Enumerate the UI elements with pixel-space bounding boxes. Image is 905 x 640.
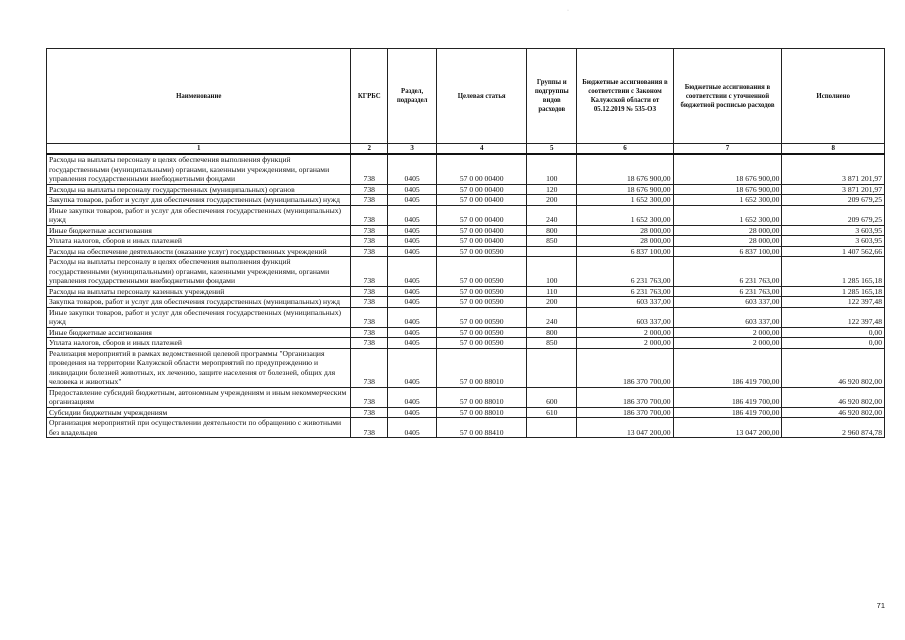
row-list-amount-cell: 28 000,00 — [673, 225, 782, 236]
row-section-cell: 0405 — [388, 154, 437, 184]
table-row — [47, 327, 885, 338]
row-name-cell: Расходы на выплаты персоналу в целях обеспечения выполнения функций государственными (муниципальными) органами, казенными учреждениями, органами управления государственными внебюджетными фондами — [47, 257, 351, 287]
row-kgrbs-cell: 738 — [351, 387, 388, 407]
row-group-cell: 240 — [527, 307, 577, 327]
row-list-amount-cell: 186 419 700,00 — [673, 387, 782, 407]
row-list-amount-cell: 603 337,00 — [673, 307, 782, 327]
col-number: 4 — [437, 144, 527, 155]
table-row — [47, 348, 885, 387]
row-name-cell: Расходы на обеспечение деятельности (оказание услуг) государственных учреждений — [47, 246, 351, 257]
row-target-cell: 57 0 00 00590 — [437, 297, 527, 308]
row-name-cell: Закупка товаров, работ и услуг для обеспечения государственных (муниципальных) нужд — [47, 195, 351, 206]
row-done-amount-cell: 46 920 802,00 — [782, 348, 885, 387]
table-row — [47, 236, 885, 247]
row-list-amount-cell: 13 047 200,00 — [673, 418, 782, 438]
row-section-cell: 0405 — [388, 205, 437, 225]
row-name-cell: Реализация мероприятий в рамках ведомственной целевой программы "Организация проведения на территории Калужской области мероприятий по предупреждению и ликвидации болезней животных, их лечению, защите населения от болезней, общих для человека и животных" — [47, 348, 351, 387]
row-name-cell: Уплата налогов, сборов и иных платежей — [47, 338, 351, 349]
row-name-cell: Расходы на выплаты персоналу в целях обеспечения выполнения функций государственными (муниципальными) органами, казенными учреждениями, органами управления государственными внебюджетными фондами — [47, 154, 351, 184]
row-group-cell: 610 — [527, 407, 577, 418]
row-law-amount-cell: 18 676 900,00 — [577, 184, 673, 195]
table-row — [47, 225, 885, 236]
row-section-cell: 0405 — [388, 195, 437, 206]
row-group-cell — [527, 418, 577, 438]
row-law-amount-cell: 1 652 300,00 — [577, 195, 673, 206]
row-kgrbs-cell: 738 — [351, 257, 388, 287]
scan-mark: · — [567, 8, 569, 14]
row-list-amount-cell: 603 337,00 — [673, 297, 782, 308]
table-row — [47, 407, 885, 418]
row-kgrbs-cell: 738 — [351, 407, 388, 418]
row-kgrbs-cell: 738 — [351, 236, 388, 247]
row-done-amount-cell: 46 920 802,00 — [782, 407, 885, 418]
row-group-cell: 850 — [527, 236, 577, 247]
row-kgrbs-cell: 738 — [351, 195, 388, 206]
row-kgrbs-cell: 738 — [351, 348, 388, 387]
row-done-amount-cell: 46 920 802,00 — [782, 387, 885, 407]
row-section-cell: 0405 — [388, 418, 437, 438]
row-list-amount-cell: 2 000,00 — [673, 327, 782, 338]
header-section: Раздел, подраздел — [388, 49, 437, 144]
row-done-amount-cell: 1 285 165,18 — [782, 257, 885, 287]
row-law-amount-cell: 18 676 900,00 — [577, 154, 673, 184]
row-law-amount-cell: 2 000,00 — [577, 338, 673, 349]
row-group-cell — [527, 246, 577, 257]
row-kgrbs-cell: 738 — [351, 225, 388, 236]
table-body — [47, 154, 885, 438]
col-number: 5 — [527, 144, 577, 155]
row-law-amount-cell: 186 370 700,00 — [577, 348, 673, 387]
row-done-amount-cell: 209 679,25 — [782, 195, 885, 206]
row-group-cell: 200 — [527, 195, 577, 206]
row-name-cell: Организация мероприятий при осуществлении деятельности по обращению с животными без владельцев — [47, 418, 351, 438]
col-number: 2 — [351, 144, 388, 155]
row-name-cell: Уплата налогов, сборов и иных платежей — [47, 236, 351, 247]
row-kgrbs-cell: 738 — [351, 327, 388, 338]
row-law-amount-cell: 13 047 200,00 — [577, 418, 673, 438]
row-done-amount-cell: 3 871 201,97 — [782, 154, 885, 184]
row-section-cell: 0405 — [388, 236, 437, 247]
row-done-amount-cell: 1 285 165,18 — [782, 286, 885, 297]
row-target-cell: 57 0 00 00400 — [437, 195, 527, 206]
row-kgrbs-cell: 738 — [351, 154, 388, 184]
page-number: 71 — [876, 601, 885, 610]
row-name-cell: Расходы на выплаты персоналу казенных учреждений — [47, 286, 351, 297]
row-name-cell: Закупка товаров, работ и услуг для обеспечения государственных (муниципальных) нужд — [47, 297, 351, 308]
header-kgrbs: КГРБС — [351, 49, 388, 144]
row-list-amount-cell: 18 676 900,00 — [673, 184, 782, 195]
row-list-amount-cell: 2 000,00 — [673, 338, 782, 349]
row-done-amount-cell: 3 603,95 — [782, 236, 885, 247]
row-target-cell: 57 0 00 00590 — [437, 257, 527, 287]
row-target-cell: 57 0 00 00590 — [437, 246, 527, 257]
row-list-amount-cell: 6 837 100,00 — [673, 246, 782, 257]
row-group-cell: 110 — [527, 286, 577, 297]
table-row — [47, 387, 885, 407]
row-group-cell: 800 — [527, 225, 577, 236]
row-law-amount-cell: 186 370 700,00 — [577, 387, 673, 407]
table-row — [47, 246, 885, 257]
row-target-cell: 57 0 00 88410 — [437, 418, 527, 438]
row-law-amount-cell: 2 000,00 — [577, 327, 673, 338]
row-done-amount-cell: 0,00 — [782, 327, 885, 338]
row-section-cell: 0405 — [388, 387, 437, 407]
row-group-cell: 200 — [527, 297, 577, 308]
row-name-cell: Расходы на выплаты персоналу государственных (муниципальных) органов — [47, 184, 351, 195]
row-done-amount-cell: 1 407 562,66 — [782, 246, 885, 257]
row-target-cell: 57 0 00 88010 — [437, 387, 527, 407]
row-section-cell: 0405 — [388, 225, 437, 236]
row-target-cell: 57 0 00 00400 — [437, 236, 527, 247]
table-row — [47, 257, 885, 287]
row-kgrbs-cell: 738 — [351, 307, 388, 327]
row-group-cell: 850 — [527, 338, 577, 349]
row-done-amount-cell: 2 960 874,78 — [782, 418, 885, 438]
table-row — [47, 154, 885, 184]
row-name-cell: Субсидии бюджетным учреждениям — [47, 407, 351, 418]
header-name: Наименование — [47, 49, 351, 144]
row-target-cell: 57 0 00 00590 — [437, 286, 527, 297]
row-law-amount-cell: 603 337,00 — [577, 307, 673, 327]
header-row — [47, 49, 885, 144]
row-done-amount-cell: 3 603,95 — [782, 225, 885, 236]
row-done-amount-cell: 209 679,25 — [782, 205, 885, 225]
row-law-amount-cell: 6 837 100,00 — [577, 246, 673, 257]
row-name-cell: Иные закупки товаров, работ и услуг для обеспечения государственных (муниципальных) нужд — [47, 205, 351, 225]
row-done-amount-cell: 0,00 — [782, 338, 885, 349]
row-kgrbs-cell: 738 — [351, 418, 388, 438]
row-done-amount-cell: 122 397,48 — [782, 297, 885, 308]
row-section-cell: 0405 — [388, 338, 437, 349]
row-list-amount-cell: 28 000,00 — [673, 236, 782, 247]
row-law-amount-cell: 603 337,00 — [577, 297, 673, 308]
row-list-amount-cell: 186 419 700,00 — [673, 348, 782, 387]
row-list-amount-cell: 186 419 700,00 — [673, 407, 782, 418]
row-list-amount-cell: 6 231 763,00 — [673, 286, 782, 297]
table-row — [47, 418, 885, 438]
row-group-cell: 240 — [527, 205, 577, 225]
row-target-cell: 57 0 00 00590 — [437, 327, 527, 338]
table-row — [47, 286, 885, 297]
row-section-cell: 0405 — [388, 297, 437, 308]
row-kgrbs-cell: 738 — [351, 286, 388, 297]
budget-table — [46, 48, 885, 438]
row-name-cell: Иные бюджетные ассигнования — [47, 225, 351, 236]
row-section-cell: 0405 — [388, 348, 437, 387]
row-section-cell: 0405 — [388, 257, 437, 287]
row-name-cell: Иные закупки товаров, работ и услуг для обеспечения государственных (муниципальных) нужд — [47, 307, 351, 327]
budget-table-sheet — [46, 48, 885, 438]
row-target-cell: 57 0 00 00400 — [437, 184, 527, 195]
row-kgrbs-cell: 738 — [351, 246, 388, 257]
row-list-amount-cell: 1 652 300,00 — [673, 205, 782, 225]
row-law-amount-cell: 1 652 300,00 — [577, 205, 673, 225]
header-list-allocation: Бюджетные ассигнования в соответствии с уточненной бюджетной росписью расходов — [673, 49, 782, 144]
row-group-cell — [527, 348, 577, 387]
header-law-allocation: Бюджетные ассигнования в соответствии с Законом Калужской области от 05.12.2019 № 535-ОЗ — [577, 49, 673, 144]
col-number: 1 — [47, 144, 351, 155]
col-number: 3 — [388, 144, 437, 155]
row-section-cell: 0405 — [388, 327, 437, 338]
table-row — [47, 195, 885, 206]
row-law-amount-cell: 6 231 763,00 — [577, 257, 673, 287]
row-group-cell: 120 — [527, 184, 577, 195]
row-law-amount-cell: 6 231 763,00 — [577, 286, 673, 297]
row-group-cell: 800 — [527, 327, 577, 338]
row-list-amount-cell: 18 676 900,00 — [673, 154, 782, 184]
table-row — [47, 338, 885, 349]
row-name-cell: Предоставление субсидий бюджетным, автономным учреждениям и иным некоммерческим организациям — [47, 387, 351, 407]
row-section-cell: 0405 — [388, 286, 437, 297]
row-target-cell: 57 0 00 88010 — [437, 407, 527, 418]
table-row — [47, 307, 885, 327]
row-target-cell: 57 0 00 00400 — [437, 225, 527, 236]
col-number: 7 — [673, 144, 782, 155]
column-number-row — [47, 144, 885, 155]
table-row — [47, 184, 885, 195]
row-list-amount-cell: 1 652 300,00 — [673, 195, 782, 206]
row-target-cell: 57 0 00 00590 — [437, 307, 527, 327]
row-group-cell: 100 — [527, 257, 577, 287]
row-section-cell: 0405 — [388, 184, 437, 195]
row-kgrbs-cell: 738 — [351, 297, 388, 308]
header-target: Целевая статья — [437, 49, 527, 144]
row-group-cell: 600 — [527, 387, 577, 407]
table-row — [47, 205, 885, 225]
row-target-cell: 57 0 00 88010 — [437, 348, 527, 387]
row-kgrbs-cell: 738 — [351, 205, 388, 225]
header-done: Исполнено — [782, 49, 885, 144]
row-name-cell: Иные бюджетные ассигнования — [47, 327, 351, 338]
col-number: 8 — [782, 144, 885, 155]
col-number: 6 — [577, 144, 673, 155]
row-law-amount-cell: 186 370 700,00 — [577, 407, 673, 418]
row-target-cell: 57 0 00 00400 — [437, 205, 527, 225]
header-groups: Группы и подгруппы видов расходов — [527, 49, 577, 144]
table-row — [47, 297, 885, 308]
row-section-cell: 0405 — [388, 407, 437, 418]
row-target-cell: 57 0 00 00590 — [437, 338, 527, 349]
row-list-amount-cell: 6 231 763,00 — [673, 257, 782, 287]
row-kgrbs-cell: 738 — [351, 184, 388, 195]
row-section-cell: 0405 — [388, 307, 437, 327]
row-done-amount-cell: 122 397,48 — [782, 307, 885, 327]
row-kgrbs-cell: 738 — [351, 338, 388, 349]
row-done-amount-cell: 3 871 201,97 — [782, 184, 885, 195]
row-group-cell: 100 — [527, 154, 577, 184]
row-section-cell: 0405 — [388, 246, 437, 257]
row-law-amount-cell: 28 000,00 — [577, 236, 673, 247]
row-law-amount-cell: 28 000,00 — [577, 225, 673, 236]
row-target-cell: 57 0 00 00400 — [437, 154, 527, 184]
